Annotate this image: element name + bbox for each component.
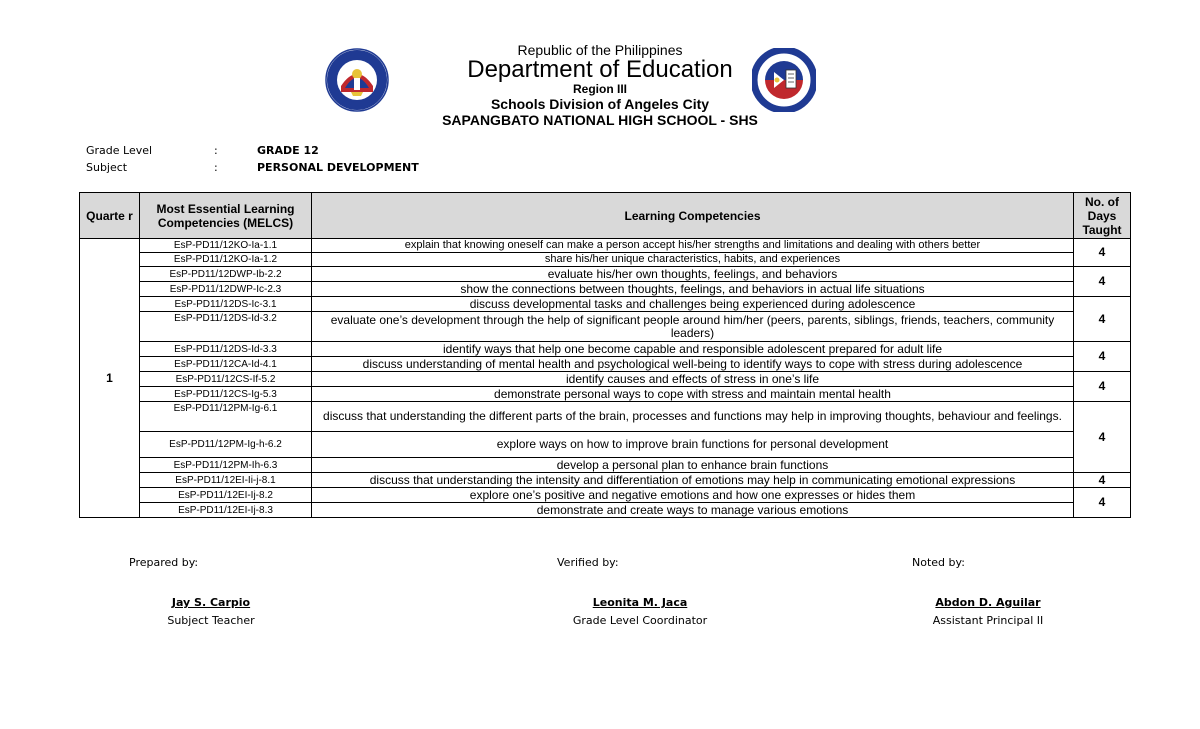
melcs-table xyxy=(79,192,1131,518)
competency-cell: demonstrate and create ways to manage various emotions xyxy=(312,503,1074,518)
code-cell: EsP-PD11/12CA-Id-4.1 xyxy=(140,357,312,372)
code-cell: EsP-PD11/12EI-Ij-8.2 xyxy=(140,488,312,503)
school-name: SAPANGBATO NATIONAL HIGH SCHOOL - SHS xyxy=(442,112,758,128)
code-cell: EsP-PD11/12PM-Ih-6.3 xyxy=(140,458,312,473)
noted-by-position: Assistant Principal II xyxy=(932,614,1044,627)
table-row xyxy=(80,458,1131,473)
days-header: No. of Days Taught xyxy=(1074,193,1131,239)
code-cell: EsP-PD11/12DWP-Ic-2.3 xyxy=(140,282,312,297)
competency-cell: discuss developmental tasks and challenges being experienced during adolescence xyxy=(312,297,1074,312)
grade-level-label: Grade Level xyxy=(86,144,153,157)
table-row xyxy=(80,253,1131,267)
quarter-header: Quarte r xyxy=(80,193,140,239)
competency-cell: evaluate his/her own thoughts, feelings, and behaviors xyxy=(312,267,1074,282)
code-cell: EsP-PD11/12DS-Id-3.2 xyxy=(140,312,312,342)
competency-cell: explore one’s positive and negative emotions and how one expresses or hides them xyxy=(312,488,1074,503)
department-title: Department of Education xyxy=(467,56,733,83)
verified-by-position: Grade Level Coordinator xyxy=(572,614,708,627)
table-row xyxy=(80,402,1131,432)
verified-by-name: Leonita M. Jaca xyxy=(592,596,688,609)
table-row xyxy=(80,342,1131,357)
table-row xyxy=(80,282,1131,297)
verified-by-label: Verified by: xyxy=(557,556,619,569)
days-cell: 4 xyxy=(1074,239,1131,267)
competency-cell: identify ways that help one become capable and responsible adolescent prepared for adult life xyxy=(312,342,1074,357)
competency-cell: discuss that understanding the different parts of the brain, processes and functions may help in improving thoughts, behaviour and feelings. xyxy=(312,402,1074,432)
code-cell: EsP-PD11/12CS-If-5.2 xyxy=(140,372,312,387)
table-row xyxy=(80,297,1131,312)
prepared-by-position: Subject Teacher xyxy=(167,614,255,627)
prepared-by-name: Jay S. Carpio xyxy=(171,596,251,609)
code-cell: EsP-PD11/12DS-Ic-3.1 xyxy=(140,297,312,312)
quarter-cell: 1 xyxy=(80,239,140,518)
table-header-row xyxy=(80,193,1131,239)
days-cell: 4 xyxy=(1074,372,1131,402)
grade-level-colon: : xyxy=(214,144,218,157)
competency-cell: develop a personal plan to enhance brain functions xyxy=(312,458,1074,473)
code-cell: EsP-PD11/12EI-Ij-8.3 xyxy=(140,503,312,518)
table-row xyxy=(80,473,1131,488)
table-row xyxy=(80,503,1131,518)
code-cell: EsP-PD11/12PM-Ig-h-6.2 xyxy=(140,432,312,458)
competency-cell: evaluate one’s development through the help of significant people around him/her (peers, parents, siblings, friends, teachers, community leaders) xyxy=(312,312,1074,342)
prepared-by-label: Prepared by: xyxy=(129,556,199,569)
code-cell: EsP-PD11/12EI-Ii-j-8.1 xyxy=(140,473,312,488)
competency-cell: explore ways on how to improve brain functions for personal development xyxy=(312,432,1074,458)
competency-cell: explain that knowing oneself can make a person accept his/her strengths and limitations and dealing with others better xyxy=(312,239,1074,253)
noted-by-name: Abdon D. Aguilar xyxy=(935,596,1041,609)
subject-value: PERSONAL DEVELOPMENT xyxy=(257,161,419,174)
days-cell: 4 xyxy=(1074,402,1131,473)
competency-cell: share his/her unique characteristics, habits, and experiences xyxy=(312,253,1074,267)
grade-level-value: GRADE 12 xyxy=(257,144,319,157)
competency-cell: discuss understanding of mental health and psychological well-being to identify ways to cope with stress during adolescence xyxy=(312,357,1074,372)
melcs-header: Most Essential Learning Competencies (MELCS) xyxy=(140,193,312,239)
competency-cell: identify causes and effects of stress in one’s life xyxy=(312,372,1074,387)
days-cell: 4 xyxy=(1074,342,1131,372)
prepared-by-block xyxy=(0,556,420,636)
noted-by-block xyxy=(820,556,1200,636)
days-cell: 4 xyxy=(1074,488,1131,518)
code-cell: EsP-PD11/12CS-Ig-5.3 xyxy=(140,387,312,402)
table-row xyxy=(80,312,1131,342)
code-cell: EsP-PD11/12DS-Id-3.3 xyxy=(140,342,312,357)
competency-cell: demonstrate personal ways to cope with stress and maintain mental health xyxy=(312,387,1074,402)
subject-colon: : xyxy=(214,161,218,174)
table-row xyxy=(80,357,1131,372)
competencies-header: Learning Competencies xyxy=(312,193,1074,239)
table-row xyxy=(80,372,1131,387)
republic-line: Republic of the Philippines xyxy=(517,42,683,58)
table-row xyxy=(80,267,1131,282)
competency-cell: show the connections between thoughts, feelings, and behaviors in actual life situations xyxy=(312,282,1074,297)
table-row xyxy=(80,239,1131,253)
code-cell: EsP-PD11/12PM-Ig-6.1 xyxy=(140,402,312,432)
division-line: Schools Division of Angeles City xyxy=(490,96,710,112)
table-row xyxy=(80,432,1131,458)
code-cell: EsP-PD11/12KO-Ia-1.2 xyxy=(140,253,312,267)
subject-label: Subject xyxy=(86,161,128,174)
table-row xyxy=(80,387,1131,402)
days-cell: 4 xyxy=(1074,473,1131,488)
code-cell: EsP-PD11/12DWP-Ib-2.2 xyxy=(140,267,312,282)
verified-by-block xyxy=(420,556,820,636)
days-cell: 4 xyxy=(1074,297,1131,342)
noted-by-label: Noted by: xyxy=(912,556,965,569)
competency-cell: discuss that understanding the intensity and differentiation of emotions may help in communicating emotional expressions xyxy=(312,473,1074,488)
code-cell: EsP-PD11/12KO-Ia-1.1 xyxy=(140,239,312,253)
region-line: Region III xyxy=(573,82,627,96)
days-cell: 4 xyxy=(1074,267,1131,297)
table-row xyxy=(80,488,1131,503)
